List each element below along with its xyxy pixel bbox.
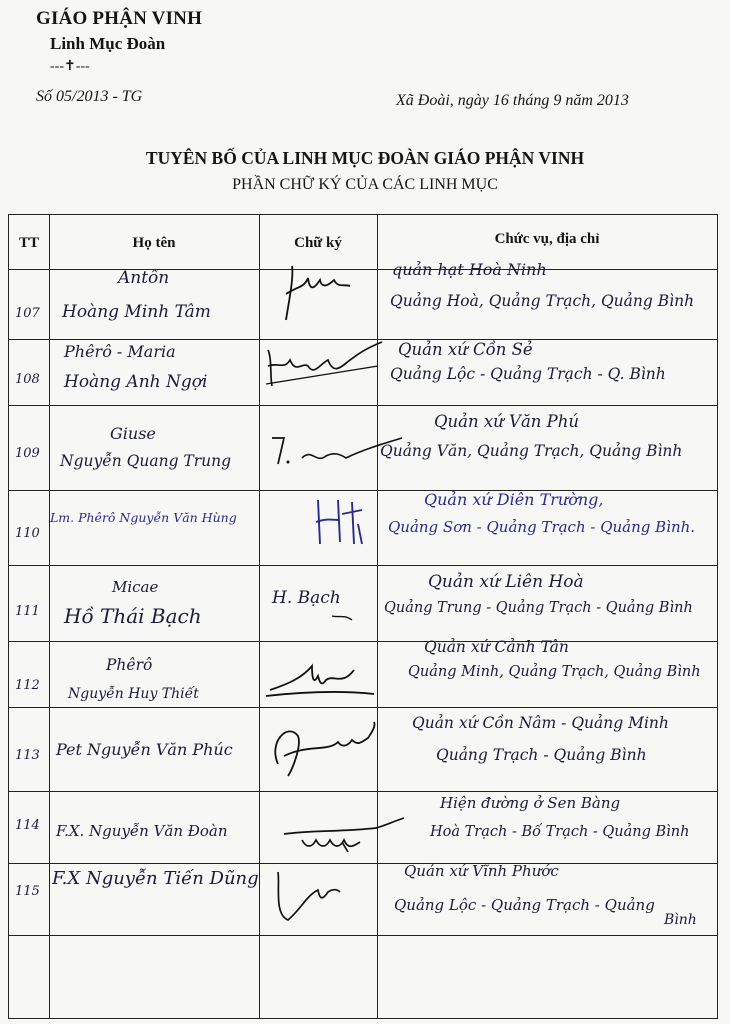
document-title: TUYÊN BỐ CỦA LINH MỤC ĐOÀN GIÁO PHẬN VINH: [145, 148, 585, 168]
name-line1: Giuse: [110, 424, 156, 443]
signature-mark: [278, 258, 358, 328]
role-line2: Quảng Văn, Quảng Trạch, Quảng Bình: [380, 442, 683, 460]
row-number: 113: [15, 748, 40, 763]
name-line2: Nguyễn Quang Trung: [60, 452, 232, 470]
name-line2: Hoàng Anh Ngợi: [64, 372, 208, 392]
role-line2: Quảng Lộc - Quảng Trạch - Q. Bình: [390, 365, 666, 383]
role-line1: Quản xứ Văn Phú: [434, 412, 580, 431]
column-header-role-address: Chức vụ, địa chỉ: [494, 231, 600, 247]
role-line2: Quảng Minh, Quảng Trạch, Quảng Bình: [408, 664, 701, 680]
role-line2: Hoà Trạch - Bố Trạch - Quảng Bình: [430, 824, 690, 840]
row-number: 108: [15, 372, 40, 387]
role-line1: Quản xứ Cồn Sẻ: [398, 340, 533, 359]
name-line2: Nguyễn Huy Thiết: [68, 686, 199, 702]
role-line1: Hiện đường ở Sen Bàng: [440, 794, 621, 812]
role-line1: quản hạt Hoà Ninh: [392, 260, 547, 279]
signature-mark: [258, 712, 386, 782]
signature-text: H. Bạch: [272, 588, 341, 608]
signature-mark: [268, 862, 348, 932]
role-line1: Quản xứ Diên Trường,: [424, 490, 604, 509]
column-header-signature: Chữ ký: [294, 235, 342, 251]
name-line1: Lm. Phêrô Nguyễn Văn Hùng: [50, 510, 237, 525]
name-line1: F.X Nguyễn Tiến Dũng: [52, 868, 259, 889]
name-line1: Phêrô: [106, 656, 153, 674]
role-line2: Quảng Hoà, Quảng Trạch, Quảng Bình: [390, 292, 695, 310]
sub-organization: Linh Mục Đoàn: [50, 34, 166, 53]
name-line1: Antôn: [118, 268, 170, 288]
signature-mark: [262, 336, 388, 394]
name-line1: Phêrô - Maria: [64, 342, 176, 361]
ornament-divider: ---✝---: [50, 59, 90, 74]
signature-mark: [262, 650, 378, 702]
signature-underline: [272, 612, 362, 632]
document-subtitle: PHẦN CHỮ KÝ CỦA CÁC LINH MỤC: [232, 176, 498, 193]
role-line1: Quản xứ Cảnh Tân: [424, 638, 569, 656]
row-number: 111: [15, 604, 40, 619]
column-header-tt: TT: [18, 235, 39, 251]
row-number: 107: [15, 306, 40, 321]
signature-mark: [272, 812, 412, 860]
name-line1: F.X. Nguyễn Văn Đoàn: [56, 822, 228, 840]
role-line2: Quảng Trạch - Quảng Bình: [436, 746, 647, 764]
row-number: 114: [15, 818, 40, 833]
name-line2: Hồ Thái Bạch: [64, 604, 202, 628]
role-line1: Quản xứ Cồn Nâm - Quảng Minh: [412, 714, 669, 732]
role-line1: Quản xứ Liên Hoà: [428, 572, 584, 592]
column-header-name: Họ tên: [132, 235, 176, 251]
cross-icon: ✝: [64, 59, 76, 74]
organization-name: GIÁO PHẬN VINH: [36, 8, 203, 29]
document-number: Số 05/2013 - TG: [36, 88, 143, 105]
row-number: 109: [15, 446, 40, 461]
role-line2: Quảng Lộc - Quảng Trạch - Quảng: [394, 896, 655, 914]
row-number: 110: [15, 526, 40, 541]
name-line1: Pet Nguyễn Văn Phúc: [56, 740, 233, 759]
place-date: Xã Đoài, ngày 16 tháng 9 năm 2013: [396, 92, 629, 109]
name-line1: Micae: [112, 578, 159, 596]
row-number: 112: [15, 678, 40, 693]
signature-mark: [312, 494, 368, 550]
role-line3: Bình: [664, 912, 697, 928]
row-number: 115: [15, 884, 40, 899]
name-line2: Hoàng Minh Tâm: [62, 302, 211, 322]
role-line2: Quảng Sơn - Quảng Trạch - Quảng Bình.: [388, 518, 696, 536]
role-line1: Quản xứ Vĩnh Phước: [404, 862, 559, 880]
role-line2: Quảng Trung - Quảng Trạch - Quảng Bình: [384, 600, 693, 616]
